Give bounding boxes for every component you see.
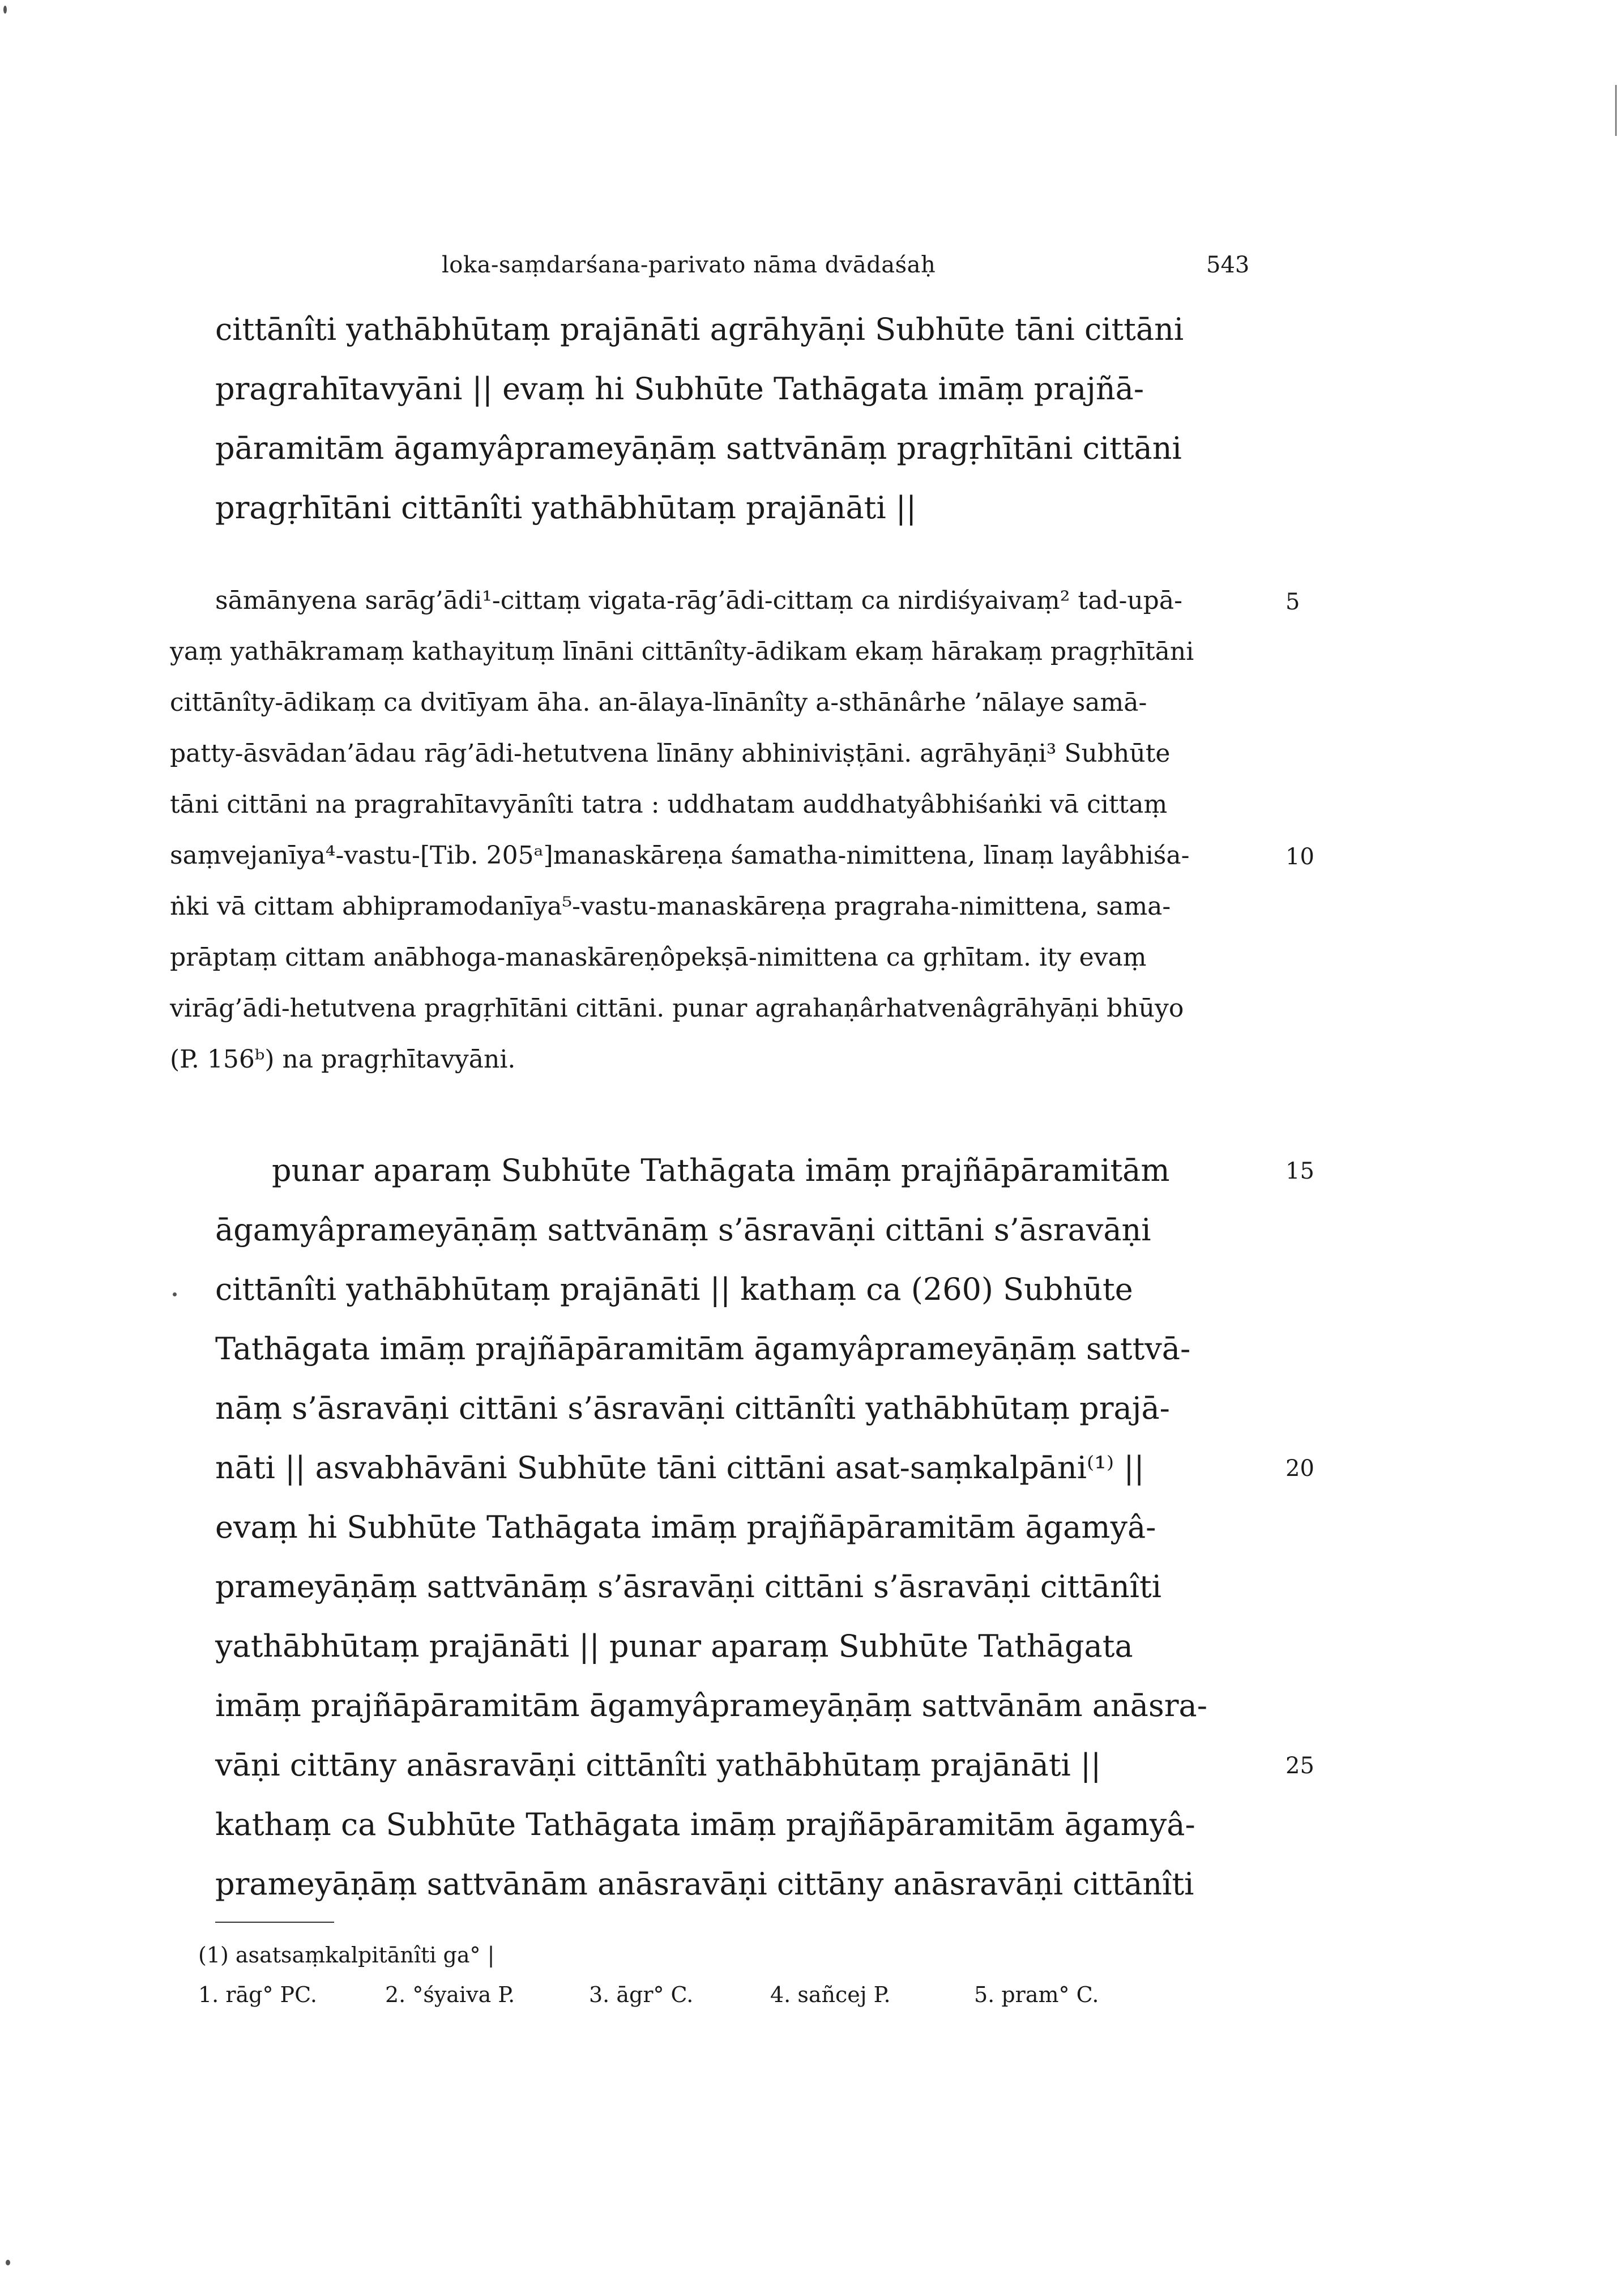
page-number: 543 [1206, 252, 1250, 278]
line-number: 25 [1285, 1753, 1314, 1779]
commentary-line: virāg’ādi-hetutvena pragṛhītāni cittāni. punar agrahaṇârhatvenâgrāhyāṇi bhūyo [170, 994, 1184, 1023]
text-line: punar aparaṃ Subhūte Tathāgata imāṃ prajñāpāramitām [272, 1153, 1170, 1188]
footnote-rule [215, 1922, 334, 1923]
commentary-line: (P. 156ᵇ) na pragṛhītavyāni. [170, 1045, 516, 1074]
scan-speck [6, 2260, 10, 2265]
variant-note: 3. āgr° C. [589, 1982, 694, 2007]
commentary-line: ṅki vā cittam abhipramodanīya⁵-vastu-manaskāreṇa pragraha-nimittena, sama- [170, 892, 1171, 921]
text-line: pragṛhītāni cittānîti yathābhūtaṃ prajānāti || [215, 490, 917, 526]
running-title: loka-saṃdarśana-parivato nāma dvādaśaḥ [442, 252, 936, 278]
text-line: pragrahītavyāni || evaṃ hi Subhūte Tathāgata imāṃ prajñā- [215, 371, 1144, 407]
commentary-line: saṃvejanīya⁴-vastu-[Tib. 205ᵃ]manaskāreṇa śamatha-nimittena, līnaṃ layâbhiśa- [170, 841, 1190, 870]
commentary-line: prāptaṃ cittam anābhoga-manaskāreṇôpekṣā-nimittena ca gṛhītam. ity evaṃ [170, 943, 1147, 972]
text-line: Tathāgata imāṃ prajñāpāramitām āgamyâprameyāṇāṃ sattvā- [215, 1331, 1191, 1367]
scan-edge-mark [1615, 85, 1617, 136]
commentary-line: yaṃ yathākramaṃ kathayituṃ līnāni cittānîty-ādikam ekaṃ hārakaṃ pragṛhītāni [170, 637, 1194, 666]
text-line: yathābhūtaṃ prajānāti || punar aparaṃ Subhūte Tathāgata [215, 1628, 1133, 1664]
commentary-line: cittānîty-ādikaṃ ca dvitīyam āha. an-ālaya-līnānîty a-sthānârhe ’nālaye samā- [170, 688, 1147, 717]
text-line: evaṃ hi Subhūte Tathāgata imāṃ prajñāpāramitām āgamyâ- [215, 1509, 1156, 1545]
variant-note: 5. pram° C. [974, 1982, 1099, 2007]
text-line: prameyāṇāṃ sattvānāṃ s’āsravāṇi cittāni s’āsravāṇi cittānîti [215, 1569, 1161, 1604]
variant-note: 1. rāg° PC. [198, 1982, 317, 2007]
line-number: 15 [1285, 1158, 1314, 1184]
commentary-line: tāni cittāni na pragrahītavyānîti tatra : uddhatam auddhatyâbhiśaṅki vā cittaṃ [170, 790, 1168, 819]
text-line: nāti || asvabhāvāni Subhūte tāni cittāni asat-saṃkalpāni⁽¹⁾ || [215, 1450, 1144, 1486]
stray-mark [173, 1292, 177, 1296]
text-line: cittānîti yathābhūtaṃ prajānāti agrāhyāṇi Subhūte tāni cittāni [215, 311, 1184, 347]
line-number: 20 [1285, 1456, 1314, 1482]
text-line: pāramitām āgamyâprameyāṇāṃ sattvānāṃ pragṛhītāni cittāni [215, 430, 1182, 466]
footnote-1: (1) asatsaṃkalpitānîti ga° | [198, 1943, 495, 1968]
variant-note: 2. °śyaiva P. [385, 1982, 515, 2007]
text-line: prameyāṇāṃ sattvānām anāsravāṇi cittāny anāsravāṇi cittānîti [215, 1866, 1194, 1902]
line-number: 10 [1285, 844, 1314, 870]
text-line: vāṇi cittāny anāsravāṇi cittānîti yathābhūtaṃ prajānāti || [215, 1747, 1101, 1783]
text-line: āgamyâprameyāṇāṃ sattvānāṃ s’āsravāṇi cittāni s’āsravāṇi [215, 1212, 1151, 1248]
text-line: kathaṃ ca Subhūte Tathāgata imāṃ prajñāpāramitām āgamyâ- [215, 1807, 1195, 1842]
commentary-line: sāmānyena sarāg’ādi¹-cittaṃ vigata-rāg’ādi-cittaṃ ca nirdiśyaivaṃ² tad-upā- [215, 586, 1182, 615]
commentary-line: patty-āsvādan’ādau rāg’ādi-hetutvena līnāny abhiniviṣṭāni. agrāhyāṇi³ Subhūte [170, 739, 1171, 768]
scan-speck [3, 6, 7, 14]
variant-note: 4. sañcej P. [770, 1982, 891, 2007]
text-line: imāṃ prajñāpāramitām āgamyâprameyāṇāṃ sattvānām anāsra- [215, 1688, 1207, 1723]
text-line: cittānîti yathābhūtaṃ prajānāti || kathaṃ ca (260) Subhūte [215, 1271, 1133, 1307]
text-line: nāṃ s’āsravāṇi cittāni s’āsravāṇi cittānîti yathābhūtaṃ prajā- [215, 1390, 1170, 1426]
line-number: 5 [1285, 589, 1300, 615]
